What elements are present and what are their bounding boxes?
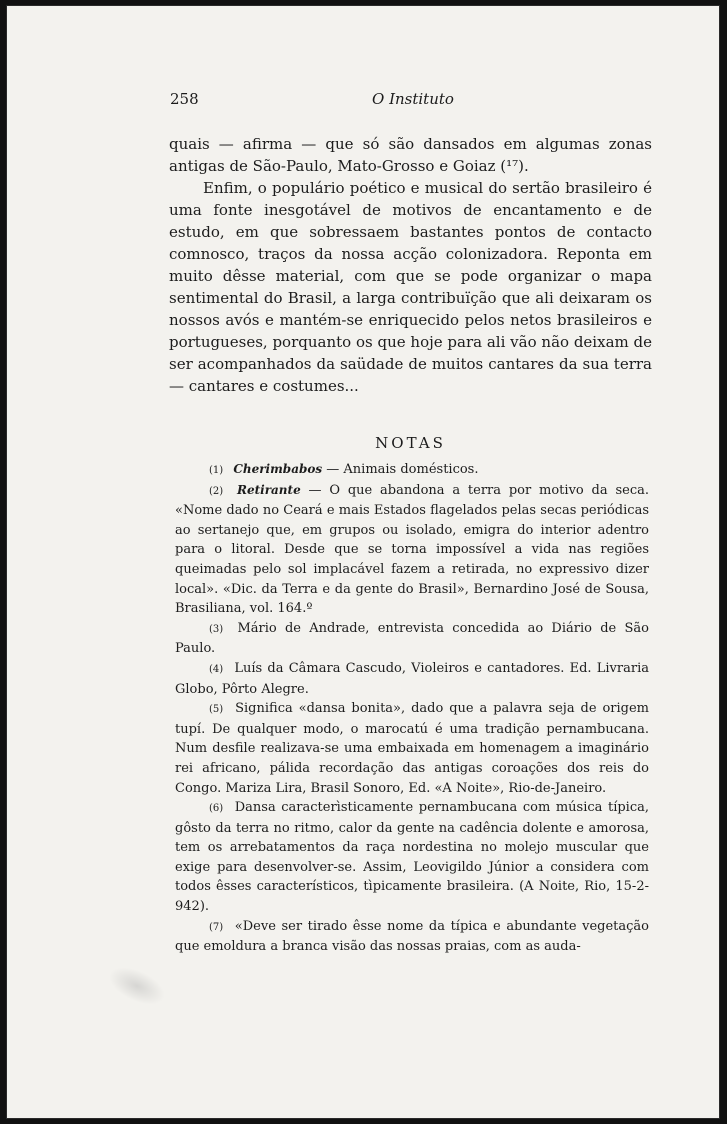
notes-heading: NOTAS (375, 434, 446, 452)
note-text: — Animais domésticos. (326, 462, 479, 477)
note-number: (5) (209, 704, 224, 716)
note-2 (175, 481, 649, 619)
note-number: (3) (209, 623, 224, 635)
note-6 (175, 798, 649, 917)
note-term: Retirante (237, 482, 301, 497)
note-text: Dansa caracterìsticamente pernambucana com música típica, gôsto da terra no ritmo, calor da gente na cadência dolente e amorosa, tem os arrebatamentos da raça nordestina no molejo muscular que exige para desenvolver-se. Assim, Leovigildo Júnior a considera com todos êsses característicos, tìpicamente brasileira. (A Noite, Rio, 15-2-942). (175, 800, 649, 915)
note-1 (175, 460, 649, 481)
note-number: (1) (209, 465, 224, 476)
note-number: (6) (209, 803, 224, 815)
body-paragraph-1: quais — afirma — que só são dansados em algumas zonas antigas de São-Paulo, Mato-Grosso e Goiaz (¹⁷). (169, 135, 652, 175)
page-header (170, 90, 650, 112)
body-text (169, 133, 652, 397)
note-text: Luís da Câmara Cascudo, Violeiros e cantadores. Ed. Livraria Globo, Pôrto Alegre. (175, 660, 649, 697)
running-title: O Instituto (372, 90, 454, 108)
note-text: «Deve ser tirado êsse nome da típica e abundante vegetação que emoldura a branca visão das nossas praias, com as auda- (175, 918, 650, 955)
note-7 (175, 917, 649, 957)
page-number: 258 (170, 90, 199, 108)
note-number: (4) (209, 663, 224, 675)
body-paragraph-2: Enfim, o populário poético e musical do sertão brasileiro é uma fonte inesgotável de motivos de encantamento e de estudo, em que sobressaem bastantes pontos de contacto comnosco, traços da nossa acção colonizadora. Reponta em muito dêsse material, com que se pode organizar o mapa sentimental do Brasil, a larga contribuïção que ali deixaram os nossos avós e mantém-se enriquecido pelos netos brasileiros e portugueses, porquanto os que hoje para ali vão não deixam de ser acompanhados da saüdade de muitos cantares da sua terra — cantares e costumes... (169, 179, 652, 395)
note-3 (175, 619, 649, 659)
note-text: Mário de Andrade, entrevista concedida ao Diário de São Paulo. (175, 620, 649, 657)
note-number: (7) (209, 921, 224, 933)
book-page (6, 5, 720, 1119)
note-text: — O que abandona a terra por motivo da seca. «Nome dado no Ceará e mais Estados flagelados pelas secas periódicas ao sertanejo que, em grupos ou isolado, emigra do interior adentro para o litoral. Desde que se torna impossível a vida nas regiões queimadas pelo sol implacável fazem a retirada, no expressivo dizer local». «Dic. da Terra e da gente do Brasil», Bernardino José de Sousa, Brasiliana, vol. 164.º (175, 482, 649, 617)
paper-smudge (103, 960, 170, 1013)
note-4 (175, 659, 649, 699)
notes-list (175, 460, 649, 957)
note-text: Significa «dansa bonita», dado que a palavra seja de origem tupí. De qualquer modo, o marocatú é uma tradição pernambucana. Num desfile realizava-se uma embaixada em homenagem a imaginário rei africano, pálida recordação das antigas coroações dos reis do Congo. Mariza Lira, Brasil Sonoro, Ed. «A Noite», Rio-de-Janeiro. (175, 701, 649, 796)
note-number: (2) (209, 485, 224, 497)
note-term: Cherimbabos (233, 462, 323, 476)
note-5 (175, 699, 649, 798)
